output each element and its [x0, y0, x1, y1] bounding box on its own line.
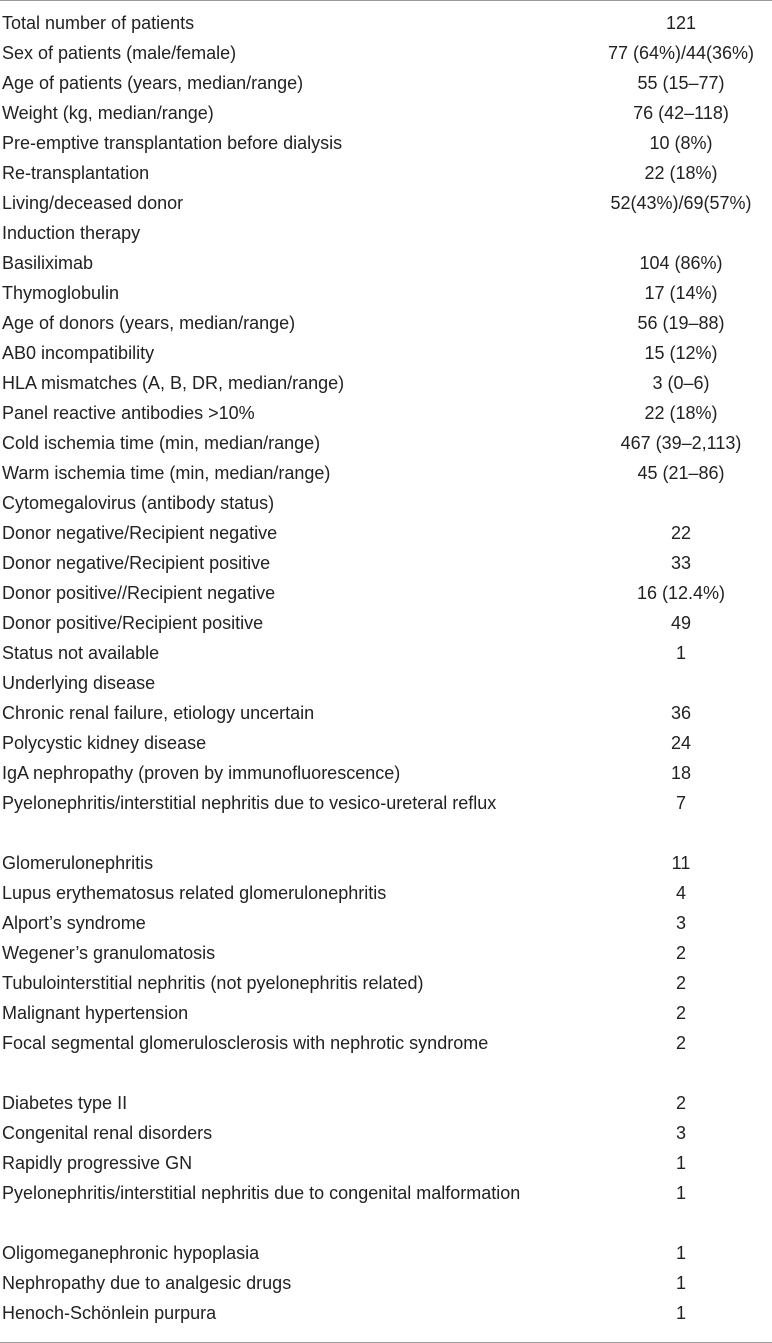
row-value: 77 (64%)/44(36%) — [607, 43, 755, 63]
row-value: 1 — [675, 1243, 686, 1263]
row-value: 10 (8%) — [649, 133, 713, 153]
table-row — [0, 1118, 772, 1148]
row-label: Pre-emptive transplantation before dialysis — [2, 133, 343, 153]
row-value: 76 (42–118) — [633, 103, 729, 123]
table-row — [0, 638, 772, 668]
row-value: 3 (0–6) — [652, 373, 710, 393]
table-row — [0, 1268, 772, 1298]
table-row — [0, 878, 772, 908]
table-row — [0, 278, 772, 308]
table-row — [0, 1238, 772, 1268]
table-row — [0, 1028, 772, 1088]
row-label: Weight (kg, median/range) — [2, 103, 214, 123]
table-row — [0, 938, 772, 968]
row-value: 24 — [670, 733, 692, 753]
table-row — [0, 728, 772, 758]
table-row — [0, 518, 772, 548]
table-row — [0, 458, 772, 488]
row-label: Congenital renal disorders — [2, 1123, 213, 1143]
row-label: Re-transplantation — [2, 163, 150, 183]
row-label: Wegener’s granulomatosis — [2, 943, 216, 963]
row-label: Donor negative/Recipient positive — [2, 553, 271, 573]
row-label: HLA mismatches (A, B, DR, median/range) — [2, 373, 345, 393]
table-row — [0, 128, 772, 158]
row-label: Alport’s syndrome — [2, 913, 146, 933]
row-label: Glomerulonephritis — [2, 853, 154, 873]
row-value: 104 (86%) — [639, 253, 723, 273]
row-value: 7 — [675, 793, 686, 813]
row-label: Age of patients (years, median/range) — [2, 73, 304, 93]
row-label: Warm ischemia time (min, median/range) — [2, 463, 331, 483]
table-row — [0, 248, 772, 278]
row-value: 2 — [675, 1093, 686, 1113]
row-label: Pyelonephritis/interstitial nephritis due to congenital malformation — [2, 1183, 521, 1203]
row-value: 1 — [675, 1153, 686, 1173]
row-label: AB0 incompatibility — [2, 343, 155, 363]
table-section-header — [0, 218, 772, 248]
table-row — [0, 698, 772, 728]
table-row — [0, 578, 772, 608]
row-value: 22 (18%) — [644, 403, 718, 423]
row-value: 2 — [675, 943, 686, 963]
row-label: Lupus erythematosus related glomerulonephritis — [2, 883, 387, 903]
row-value: 49 — [670, 613, 692, 633]
row-value: 2 — [675, 973, 686, 993]
row-value: 4 — [675, 883, 686, 903]
row-label: Total number of patients — [2, 13, 195, 33]
row-label: Status not available — [2, 643, 160, 663]
row-label: Pyelonephritis/interstitial nephritis due to vesico-ureteral reflux — [2, 793, 497, 813]
row-value: 1 — [675, 643, 686, 663]
row-label: Tubulointerstitial nephritis (not pyelonephritis related) — [2, 973, 424, 993]
table-row — [0, 188, 772, 218]
table-row — [0, 8, 772, 38]
row-label: Chronic renal failure, etiology uncertain — [2, 703, 315, 723]
row-label: IgA nephropathy (proven by immunofluorescence) — [2, 763, 401, 783]
row-value: 56 (19–88) — [637, 313, 725, 333]
row-label: Thymoglobulin — [2, 283, 120, 303]
row-value: 16 (12.4%) — [636, 583, 726, 603]
row-value: 22 — [670, 523, 692, 543]
table-row — [0, 98, 772, 128]
row-label: Age of donors (years, median/range) — [2, 313, 296, 333]
table-row — [0, 38, 772, 68]
table-section-header — [0, 488, 772, 518]
row-label: Cold ischemia time (min, median/range) — [2, 433, 321, 453]
row-value: 18 — [670, 763, 692, 783]
table-row — [0, 398, 772, 428]
row-label: Donor positive//Recipient negative — [2, 583, 276, 603]
table-row — [0, 368, 772, 398]
table-row — [0, 608, 772, 638]
row-value: 1 — [675, 1303, 686, 1323]
row-label: Basiliximab — [2, 253, 94, 273]
row-value: 52(43%)/69(57%) — [610, 193, 752, 213]
row-label: Diabetes type II — [2, 1093, 128, 1113]
table-section-header — [0, 668, 772, 698]
table-row — [0, 908, 772, 938]
table-row — [0, 68, 772, 98]
row-label: Sex of patients (male/female) — [2, 43, 237, 63]
row-label: Henoch-Schönlein purpura — [2, 1303, 217, 1323]
table-row — [0, 428, 772, 458]
row-value: 467 (39–2,113) — [620, 433, 742, 453]
table-row — [0, 1178, 772, 1238]
row-value: 1 — [675, 1183, 686, 1203]
row-value: 1 — [675, 1273, 686, 1293]
row-value: 11 — [671, 853, 691, 873]
table-row — [0, 338, 772, 368]
row-label: Living/deceased donor — [2, 193, 184, 213]
row-value: 15 (12%) — [644, 343, 718, 363]
row-label: Induction therapy — [2, 223, 141, 243]
table-row — [0, 548, 772, 578]
table-row — [0, 1088, 772, 1118]
row-label: Polycystic kidney disease — [2, 733, 207, 753]
table-row — [0, 998, 772, 1028]
table-row — [0, 758, 772, 788]
row-value: 2 — [675, 1003, 686, 1023]
table-row — [0, 848, 772, 878]
row-label: Rapidly progressive GN — [2, 1153, 193, 1173]
row-label: Oligomeganephronic hypoplasia — [2, 1243, 260, 1263]
row-label: Cytomegalovirus (antibody status) — [2, 493, 275, 513]
row-label: Panel reactive antibodies >10% — [2, 403, 255, 423]
table-row — [0, 788, 772, 848]
table-row — [0, 1148, 772, 1178]
row-label: Nephropathy due to analgesic drugs — [2, 1273, 292, 1293]
row-label: Donor positive/Recipient positive — [2, 613, 264, 633]
row-label: Malignant hypertension — [2, 1003, 189, 1023]
row-label: Donor negative/Recipient negative — [2, 523, 278, 543]
row-value: 45 (21–86) — [637, 463, 725, 483]
table-row — [0, 1298, 772, 1328]
row-value: 36 — [670, 703, 692, 723]
table-row — [0, 968, 772, 998]
row-label: Focal segmental glomerulosclerosis with nephrotic syndrome — [2, 1033, 489, 1053]
row-value: 3 — [675, 913, 686, 933]
row-value: 55 (15–77) — [637, 73, 725, 93]
row-value: 3 — [675, 1123, 686, 1143]
table-row — [0, 158, 772, 188]
row-value: 17 (14%) — [644, 283, 718, 303]
row-value: 33 — [670, 553, 692, 573]
row-label: Underlying disease — [2, 673, 156, 693]
table-row — [0, 308, 772, 338]
row-value: 2 — [675, 1033, 686, 1053]
row-value: 121 — [665, 13, 697, 33]
row-value: 22 (18%) — [644, 163, 718, 183]
